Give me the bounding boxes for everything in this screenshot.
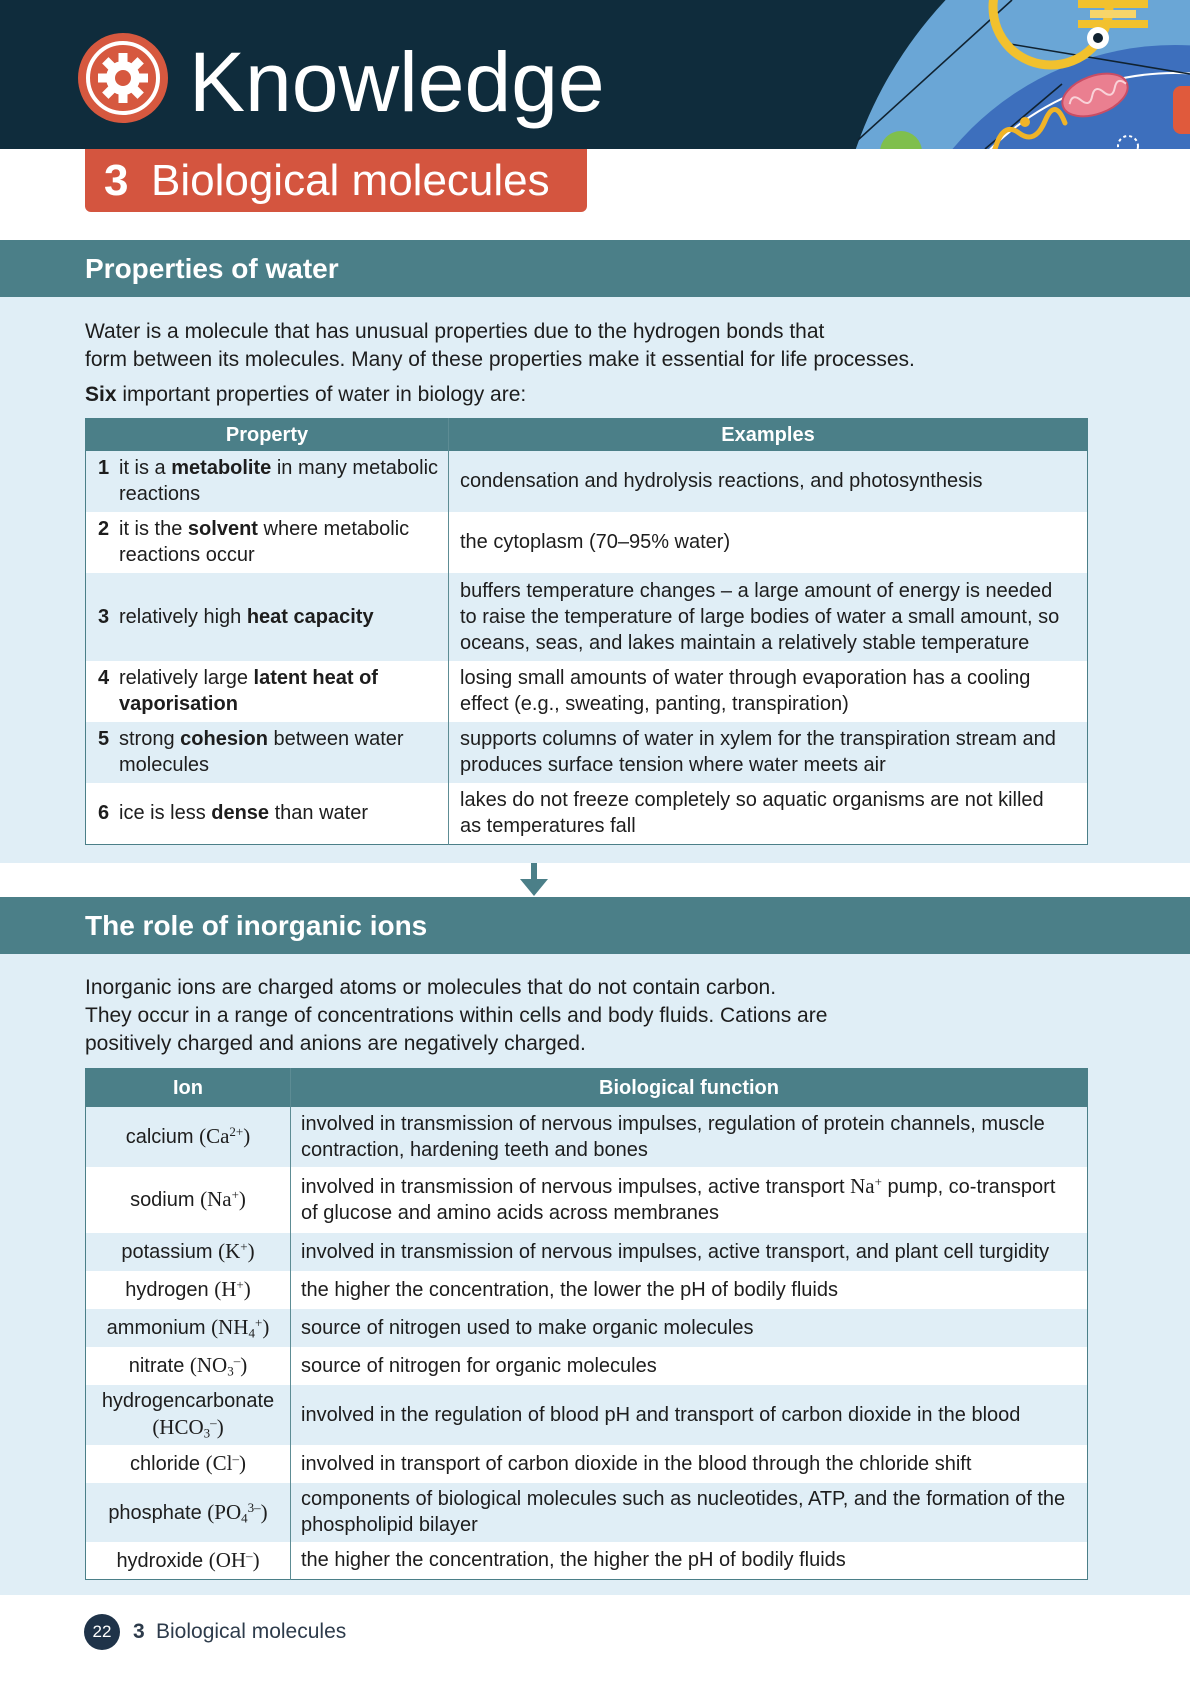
property-content [98, 455, 440, 507]
gear-icon [78, 33, 168, 123]
ion-formula [207, 1500, 267, 1524]
ion-formula-close: ) [238, 1187, 246, 1211]
property-text-start: strong [119, 728, 181, 750]
property-cell [86, 512, 449, 573]
ion-subscript: 4 [241, 1510, 248, 1526]
function-cell [291, 1271, 1088, 1309]
property-text-start: ice is less [119, 802, 212, 825]
red-organelle-shape [1173, 86, 1190, 134]
ion-subscript: 4 [248, 1325, 255, 1341]
ion-cell [86, 1542, 291, 1580]
function-formula-symbol: Na [850, 1174, 875, 1198]
function-cell [291, 1107, 1088, 1167]
ion-row [86, 1445, 1088, 1483]
property-keyword: dense [211, 802, 270, 825]
property-text-start: it is a [119, 457, 172, 479]
chapter-title: Biological molecules [151, 156, 550, 205]
ion-charge: 2+ [229, 1123, 244, 1139]
property-content [98, 516, 440, 568]
property-text [119, 604, 440, 630]
inorganic-ions-table [85, 1068, 1088, 1580]
property-text [119, 516, 440, 568]
lead-line [85, 381, 526, 409]
ion-charge: + [231, 1186, 239, 1202]
property-text-end: between water molecules [119, 728, 404, 776]
ion-formula-close: ) [260, 1499, 268, 1524]
ion-symbol: (Ca [199, 1124, 230, 1148]
ion-row [86, 1107, 1088, 1167]
lead-text: important properties of water in biology are: [116, 383, 527, 406]
ion-cell [86, 1309, 291, 1347]
example-cell: losing small amounts of water through evaporation has a cooling effect (e.g., sweating, panting, transpiration) [449, 661, 1088, 722]
ion-name: nitrate [128, 1355, 190, 1377]
ion-name: phosphate [108, 1501, 208, 1524]
example-cell: buffers temperature changes – a large amount of energy is needed to raise the temperature of large bodies of water a small amount, so oceans, seas, and lakes maintain a relatively stable temperature [449, 573, 1088, 661]
property-text-end: than water [269, 802, 369, 825]
property-keyword: solvent [187, 518, 258, 540]
function-text: involved in the regulation of blood pH and transport of carbon dioxide in the blood [301, 1403, 1021, 1426]
property-content [98, 665, 440, 717]
property-text-start: relatively large [119, 667, 254, 689]
column-header-function: Biological function [291, 1069, 1088, 1107]
ion-cell [86, 1233, 291, 1271]
property-text-end: where metabolic reactions occur [119, 518, 410, 566]
ion-name: potassium [121, 1241, 219, 1263]
ion-symbol: (PO [207, 1499, 242, 1524]
ion-formula-close: ) [262, 1315, 270, 1339]
example-cell: the cytoplasm (70–95% water) [449, 512, 1088, 573]
ion-formula [152, 1415, 223, 1439]
section-heading-bar [0, 240, 1190, 297]
property-row [86, 512, 1088, 573]
ion-symbol: (K [218, 1239, 241, 1263]
ions-section [0, 897, 1190, 1595]
example-cell: condensation and hydrolysis reactions, and photosynthesis [449, 451, 1088, 512]
property-text-end: in many metabolic reactions [119, 457, 439, 505]
property-row [86, 661, 1088, 722]
property-number: 4 [98, 667, 110, 689]
function-text: components of biological molecules such as nucleotides, ATP, and the formation of the phospholipid bilayer [301, 1488, 1066, 1536]
page-header [0, 0, 1190, 149]
page-number-badge: 22 [84, 1614, 120, 1650]
ion-formula-close: ) [243, 1124, 251, 1148]
function-cell [291, 1233, 1088, 1271]
chapter-number: 3 [104, 156, 129, 205]
ion-symbol: (Na [200, 1187, 232, 1211]
function-text: source of nitrogen used to make organic molecules [301, 1316, 754, 1339]
ion-name: sodium [130, 1189, 201, 1211]
function-text: the higher the concentration, the lower the pH of bodily fluids [301, 1278, 838, 1301]
ion-symbol: (NO [189, 1353, 228, 1377]
ion-charge: + [254, 1314, 263, 1330]
ion-row [86, 1167, 1088, 1233]
ion-name: ammonium [106, 1317, 212, 1339]
property-keyword: latent heat of vaporisation [119, 667, 378, 715]
footer-chapter-title: Biological molecules [156, 1620, 347, 1643]
property-row [86, 722, 1088, 783]
ion-row [86, 1385, 1088, 1445]
intro-line: Inorganic ions are charged atoms or molecules that do not contain carbon. [85, 976, 777, 999]
intro-line: Water is a molecule that has unusual properties due to the hydrogen bonds that [85, 320, 825, 343]
ion-name: chloride [130, 1453, 206, 1475]
property-number: 1 [98, 457, 110, 479]
ion-formula-close: ) [243, 1277, 251, 1301]
function-text: involved in transmission of nervous impulses, active transport, and plant cell turgidity [301, 1240, 1050, 1263]
ion-symbol: (H [214, 1277, 237, 1301]
ion-formula-close: ) [238, 1451, 246, 1475]
chapter-tab [85, 149, 587, 212]
property-number: 5 [98, 728, 110, 750]
ion-cell [86, 1271, 291, 1309]
ion-subscript: 3 [227, 1363, 234, 1379]
ion-row [86, 1271, 1088, 1309]
water-section [0, 240, 1190, 863]
section-heading: The role of inorganic ions [85, 910, 428, 941]
section-heading: Properties of water [85, 253, 339, 284]
ion-row [86, 1347, 1088, 1385]
ion-formula [199, 1124, 250, 1148]
function-cell [291, 1167, 1088, 1233]
ion-formula [190, 1353, 247, 1377]
ion-symbol: (Cl [205, 1451, 233, 1475]
ion-name: calcium [125, 1126, 200, 1148]
property-cell [86, 451, 449, 512]
function-cell [291, 1385, 1088, 1445]
property-row [86, 783, 1088, 845]
property-keyword: heat capacity [246, 605, 374, 628]
ion-formula-close: ) [247, 1239, 255, 1263]
property-cell [86, 661, 449, 722]
ion-name: hydrogen [125, 1279, 215, 1301]
function-text: involved in transport of carbon dioxide in the blood through the chloride shift [301, 1452, 972, 1475]
function-formula-charge: + [874, 1173, 882, 1189]
lead-bold: Six [85, 383, 117, 406]
property-number: 2 [98, 518, 110, 540]
property-content [98, 726, 440, 778]
page-title: Knowledge [189, 35, 605, 129]
eye-pupil-shape [1093, 33, 1103, 43]
ion-formula [200, 1187, 246, 1211]
ion-charge: 3– [247, 1499, 261, 1515]
property-cell [86, 722, 449, 783]
ion-charge: – [246, 1547, 253, 1563]
ion-charge: – [232, 1450, 239, 1466]
property-cell [86, 573, 449, 661]
property-text [119, 800, 440, 826]
intro-line: They occur in a range of concentrations within cells and body fluids. Cations are [85, 1004, 828, 1027]
property-cell [86, 783, 449, 845]
ion-formula [209, 1548, 260, 1572]
ion-row [86, 1233, 1088, 1271]
ion-row [86, 1309, 1088, 1347]
ion-subscript: 3 [203, 1425, 211, 1441]
ion-cell [86, 1445, 291, 1483]
property-number: 3 [98, 605, 110, 628]
ion-formula [206, 1451, 246, 1475]
ion-formula-close: ) [216, 1415, 224, 1439]
ion-charge: + [236, 1276, 244, 1292]
ion-formula-close: ) [240, 1353, 248, 1377]
column-header-examples: Examples [449, 419, 1088, 451]
water-properties-table [85, 418, 1088, 845]
ion-formula [214, 1277, 251, 1301]
property-content [98, 800, 440, 826]
ion-formula [211, 1315, 269, 1339]
intro-line: form between its molecules. Many of these properties make it essential for life processes. [85, 348, 915, 371]
function-formula [850, 1174, 882, 1198]
function-text: involved in transmission of nervous impulses, active transport [301, 1176, 851, 1198]
footer-chapter-number: 3 [133, 1620, 145, 1643]
ion-cell [86, 1107, 291, 1167]
example-cell: lakes do not freeze completely so aquatic organisms are not killed as temperatures fall [449, 783, 1088, 845]
ion-cell [86, 1385, 291, 1445]
table-header-row [86, 1069, 1088, 1107]
function-text-end: pump, co-transport of glucose and amino acids across membranes [301, 1176, 1056, 1224]
function-cell [291, 1347, 1088, 1385]
ion-row [86, 1483, 1088, 1542]
ion-formula-close: ) [252, 1547, 260, 1572]
ion-symbol: (HCO [152, 1415, 204, 1439]
property-text [119, 726, 440, 778]
section-heading-bar [0, 897, 1190, 954]
property-row [86, 451, 1088, 512]
example-cell: supports columns of water in xylem for the transpiration stream and produces surface tension where water meets air [449, 722, 1088, 783]
down-arrow-icon [520, 863, 548, 896]
column-header-property: Property [86, 419, 449, 451]
ion-charge: – [210, 1414, 217, 1430]
intro-line: positively charged and anions are negatively charged. [85, 1032, 586, 1055]
function-cell [291, 1309, 1088, 1347]
property-text-start: relatively high [119, 605, 247, 628]
function-text: the higher the concentration, the higher the pH of bodily fluids [301, 1549, 846, 1572]
column-header-ion: Ion [86, 1069, 291, 1107]
ion-name: hydroxide [116, 1549, 209, 1572]
ion-symbol: (NH [211, 1315, 249, 1339]
function-cell [291, 1542, 1088, 1580]
property-text [119, 455, 440, 507]
property-keyword: metabolite [171, 457, 272, 479]
function-text: source of nitrogen for organic molecules [301, 1354, 657, 1377]
property-content [98, 604, 440, 630]
ion-charge: – [233, 1352, 241, 1368]
ion-cell [86, 1347, 291, 1385]
vesicle-shape [1020, 117, 1030, 127]
ion-cell [86, 1483, 291, 1542]
property-text [119, 665, 440, 717]
ion-cell [86, 1167, 291, 1233]
ion-row [86, 1542, 1088, 1580]
property-number: 6 [98, 802, 110, 825]
property-text-start: it is the [119, 518, 188, 540]
property-keyword: cohesion [180, 728, 268, 750]
ion-name: hydrogencarbonate [101, 1390, 275, 1412]
ion-formula [218, 1239, 255, 1263]
function-cell [291, 1445, 1088, 1483]
ion-charge: + [240, 1238, 248, 1254]
function-cell [291, 1483, 1088, 1542]
table-header-row [86, 419, 1088, 451]
property-row [86, 573, 1088, 661]
function-text: involved in transmission of nervous impulses, regulation of protein channels, muscle contraction, hardening teeth and bones [301, 1112, 1045, 1161]
ion-symbol: (OH [208, 1547, 247, 1572]
